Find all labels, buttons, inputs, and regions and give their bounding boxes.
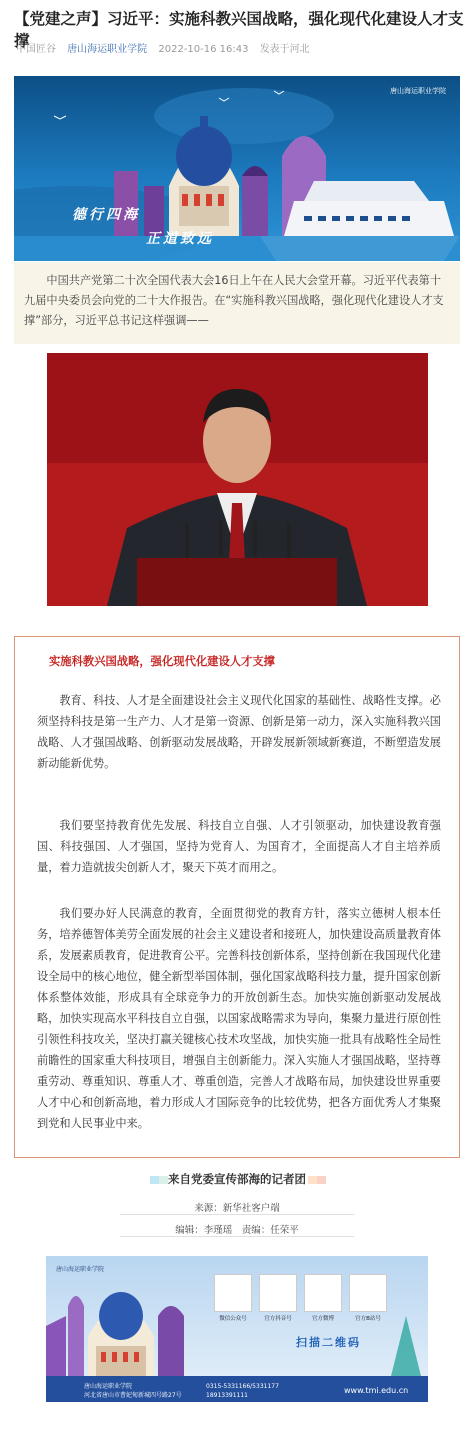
source-line: 来源：新华社客户端	[194, 1203, 280, 1214]
speaker-photo	[47, 353, 428, 606]
reporter-team: 来自党委宣传部海的记者团	[168, 1172, 306, 1186]
decoration-right	[308, 1176, 326, 1184]
section-heading: 实施科教兴国战略，强化现代化建设人才支撑	[49, 655, 275, 668]
qr-label-bilibili: 官方B站号	[355, 1316, 381, 1322]
banner-illustration	[14, 76, 460, 261]
paragraph-2: 我们要坚持教育优先发展、科技自立自强、人才引领驱动，加快建设教育强国、科技强国、人才强国，坚持为党育人、为国育才，全面提高人才自主培养质量，着力造就拔尖创新人才，聚天下英才而用之。	[37, 819, 441, 874]
article-meta	[16, 40, 318, 55]
slogan-left: 德行四海	[72, 207, 140, 223]
website-link[interactable]: www.tmi.edu.cn	[344, 1386, 409, 1395]
phone-numbers: 0315-5331166/5331177 18913391111	[206, 1383, 279, 1399]
qr-label-wechat: 微信公众号	[219, 1316, 247, 1322]
publish-datetime: 2022-10-16 16:43	[158, 44, 249, 55]
publish-location: 发表于河北	[259, 44, 310, 55]
slogan-right: 正道致远	[146, 231, 214, 247]
paragraph-3: 我们要办好人民满意的教育，全面贯彻党的教育方针，落实立德树人根本任务，培养德智体美劳全面发展的社会主义建设者和接班人，加快建设高质量教育体系，发展素质教育，促进教育公平。完善科技创新体系，坚持创新在我国现代化建设全局中的核心地位，健全新型举国体制，强化国家战略科技力量，提升国家创新体系整体效能，形成具有全球竞争力的开放创新生态。加快实施创新驱动发展战略，加快实现高水平科技自立自强，以国家战略需求为导向，集聚力量进行原创性引领性科技攻关，坚决打赢关键核心技术攻坚战，加快实施一批具有战略性全局性前瞻性的国家重大科技项目，增强自主创新能力。深入实施人才强国战略，坚持尊重劳动、尊重知识、尊重人才、尊重创造，完善人才战略布局，加快建设世界重要人才中心和创新高地，着力形成人才国际竞争的比较优势，把各方面优秀人才集聚到党和人民事业中来。	[37, 907, 441, 1130]
account-link[interactable]: 唐山海运职业学院	[67, 44, 148, 55]
editors-line: 编辑：李瑾瑶 责编：任荣平	[175, 1225, 299, 1236]
qr-code-bilibili[interactable]	[349, 1274, 387, 1312]
school-logo: 唐山海运职业学院	[390, 87, 446, 95]
article-body-box	[14, 636, 460, 1158]
channel-name: 中国匠谷	[16, 44, 56, 55]
article-title: 【党建之声】习近平：实施科教兴国战略，强化现代化建设人才支撑	[14, 10, 464, 50]
header-banner	[14, 76, 460, 261]
address-name: 唐山海运职业学院	[84, 1383, 133, 1390]
address: 河北省唐山市曹妃甸新城四号路27号	[84, 1392, 182, 1399]
qr-code-douyin[interactable]	[259, 1274, 297, 1312]
qr-label-weibo: 官方微博	[311, 1316, 334, 1322]
qr-label-douyin: 官方抖音号	[264, 1316, 292, 1322]
divider	[120, 1236, 354, 1237]
card-school-logo: 唐山海运职业学院	[56, 1266, 105, 1273]
scan-qr-text: 扫描二维码	[296, 1336, 361, 1349]
qr-code-wechat[interactable]	[214, 1274, 252, 1312]
contact-card	[46, 1256, 428, 1402]
paragraph-1: 教育、科技、人才是全面建设社会主义现代化国家的基础性、战略性支撑。必须坚持科技是第一生产力、人才是第一资源、创新是第一动力，深入实施科教兴国战略、人才强国战略、创新驱动发展战略，开辟发展新领域新赛道，不断塑造发展新动能新优势。	[37, 694, 441, 770]
divider	[120, 1214, 354, 1215]
qr-code-weibo[interactable]	[304, 1274, 342, 1312]
intro-paragraph: 中国共产党第二十次全国代表大会16日上午在人民大会堂开幕。习近平代表第十九届中央委员会向党的二十大作报告。在“实施科教兴国战略，强化现代化建设人才支撑”部分，习近平总书记这样强调——	[14, 262, 460, 344]
